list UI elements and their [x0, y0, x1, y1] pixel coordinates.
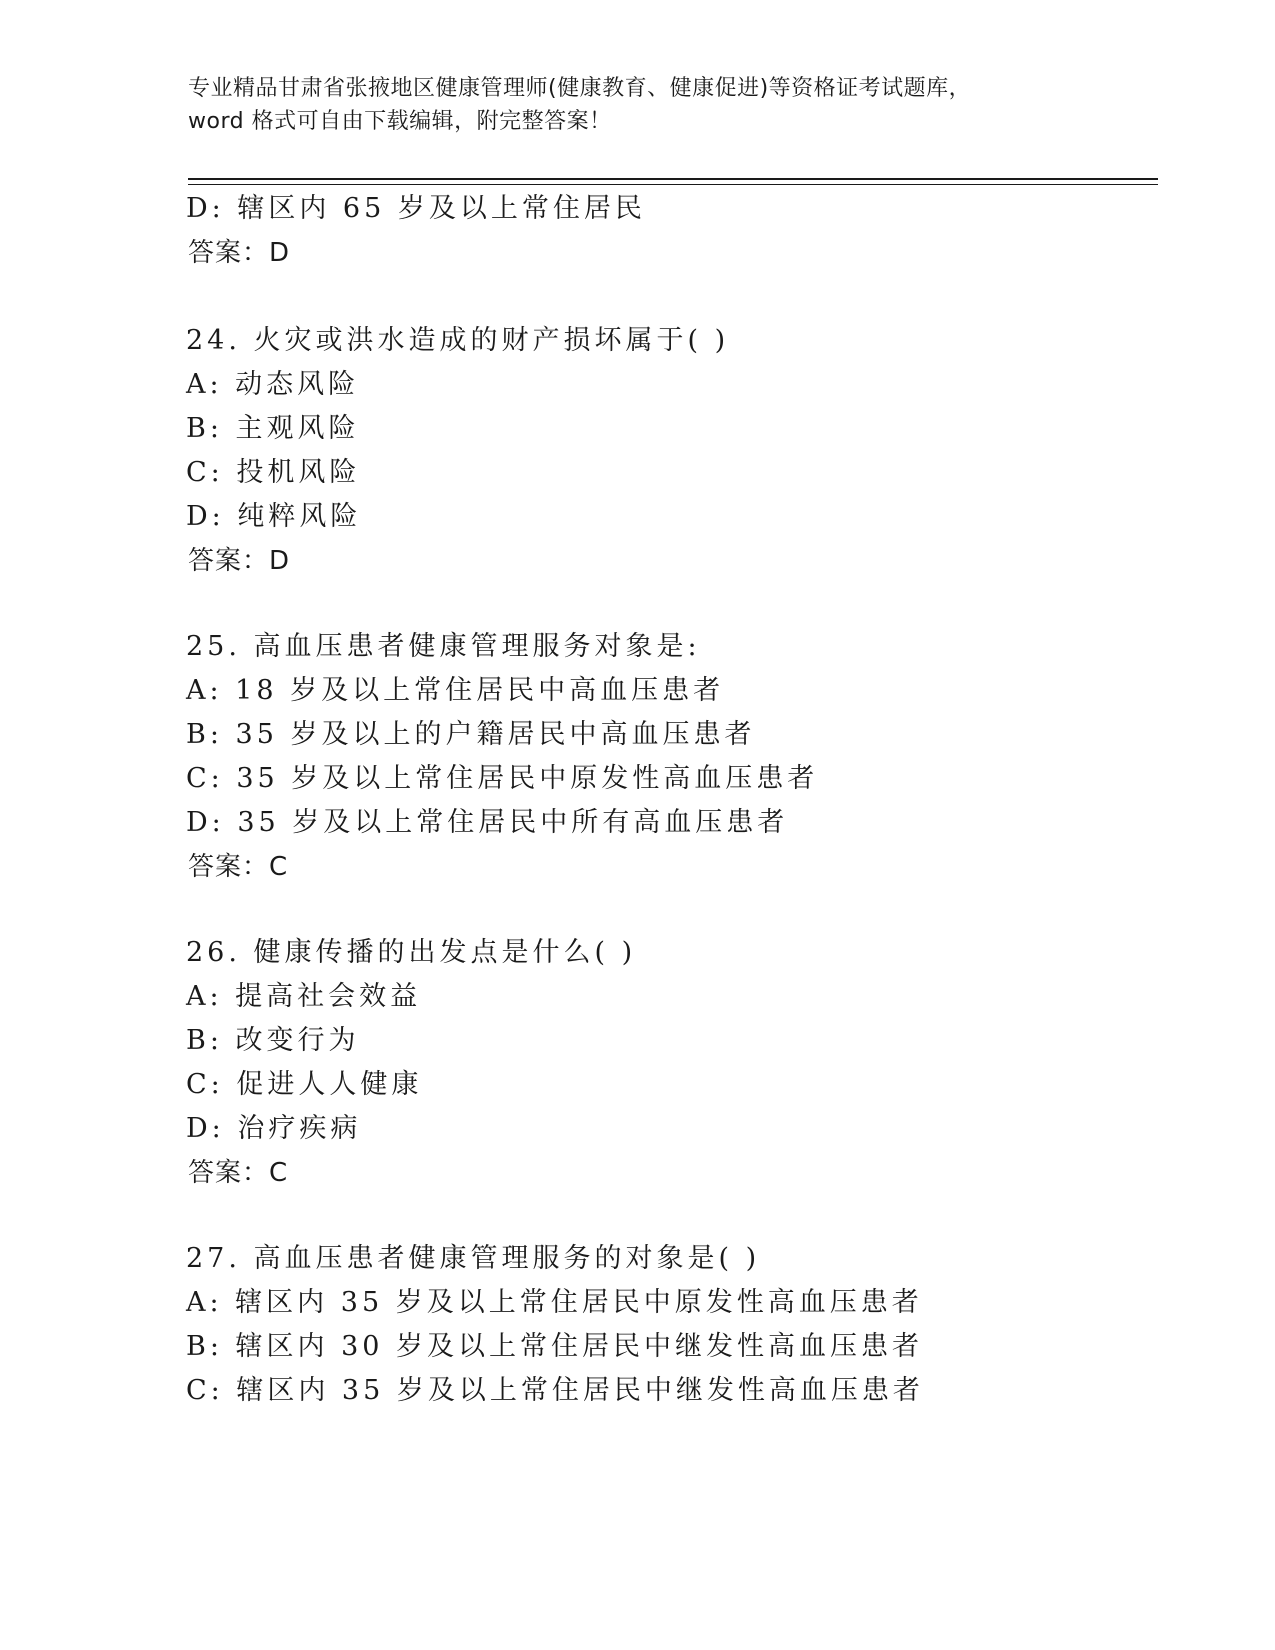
header-line-2: word 格式可自由下载编辑，附完整答案！	[188, 109, 612, 134]
q23-option-d: D: 辖区内 65 岁及以上常住居民	[186, 193, 646, 224]
q26-answer: 答案：C	[188, 1158, 289, 1188]
q26-option-b: B: 改变行为	[186, 1025, 360, 1056]
q24-option-b: B: 主观风险	[186, 413, 360, 444]
q27-option-a: A: 辖区内 35 岁及以上常住居民中原发性高血压患者	[186, 1287, 923, 1318]
header-line-1: 专业精品甘肃省张掖地区健康管理师(健康教育、健康促进)等资格证考试题库，	[188, 76, 972, 101]
header-divider-thin	[188, 184, 1158, 185]
q25-answer: 答案：C	[188, 852, 289, 882]
q25-option-b: B: 35 岁及以上的户籍居民中高血压患者	[186, 719, 756, 750]
q26-option-d: D: 治疗疾病	[186, 1113, 362, 1144]
q23-answer: 答案：D	[188, 238, 291, 268]
header-divider-thick	[188, 178, 1158, 180]
q24-option-d: D: 纯粹风险	[186, 501, 362, 532]
q26-option-a: A: 提高社会效益	[186, 981, 422, 1012]
q26-option-c: C: 促进人人健康	[186, 1069, 423, 1100]
q24-option-c: C: 投机风险	[186, 457, 361, 488]
q25-question: 25. 高血压患者健康管理服务对象是:	[186, 631, 701, 662]
document-header	[188, 72, 1088, 138]
q27-question: 27. 高血压患者健康管理服务的对象是( )	[186, 1243, 761, 1274]
q26-question: 26. 健康传播的出发点是什么( )	[186, 937, 637, 968]
q25-option-c: C: 35 岁及以上常住居民中原发性高血压患者	[186, 763, 819, 794]
q27-option-c: C: 辖区内 35 岁及以上常住居民中继发性高血压患者	[186, 1375, 924, 1406]
q25-option-a: A: 18 岁及以上常住居民中高血压患者	[186, 675, 725, 706]
q24-question: 24. 火灾或洪水造成的财产损坏属于( )	[186, 325, 730, 356]
q24-answer: 答案：D	[188, 546, 291, 576]
q25-option-d: D: 35 岁及以上常住居民中所有高血压患者	[186, 807, 789, 838]
q24-option-a: A: 动态风险	[186, 369, 360, 400]
q27-option-b: B: 辖区内 30 岁及以上常住居民中继发性高血压患者	[186, 1331, 924, 1362]
